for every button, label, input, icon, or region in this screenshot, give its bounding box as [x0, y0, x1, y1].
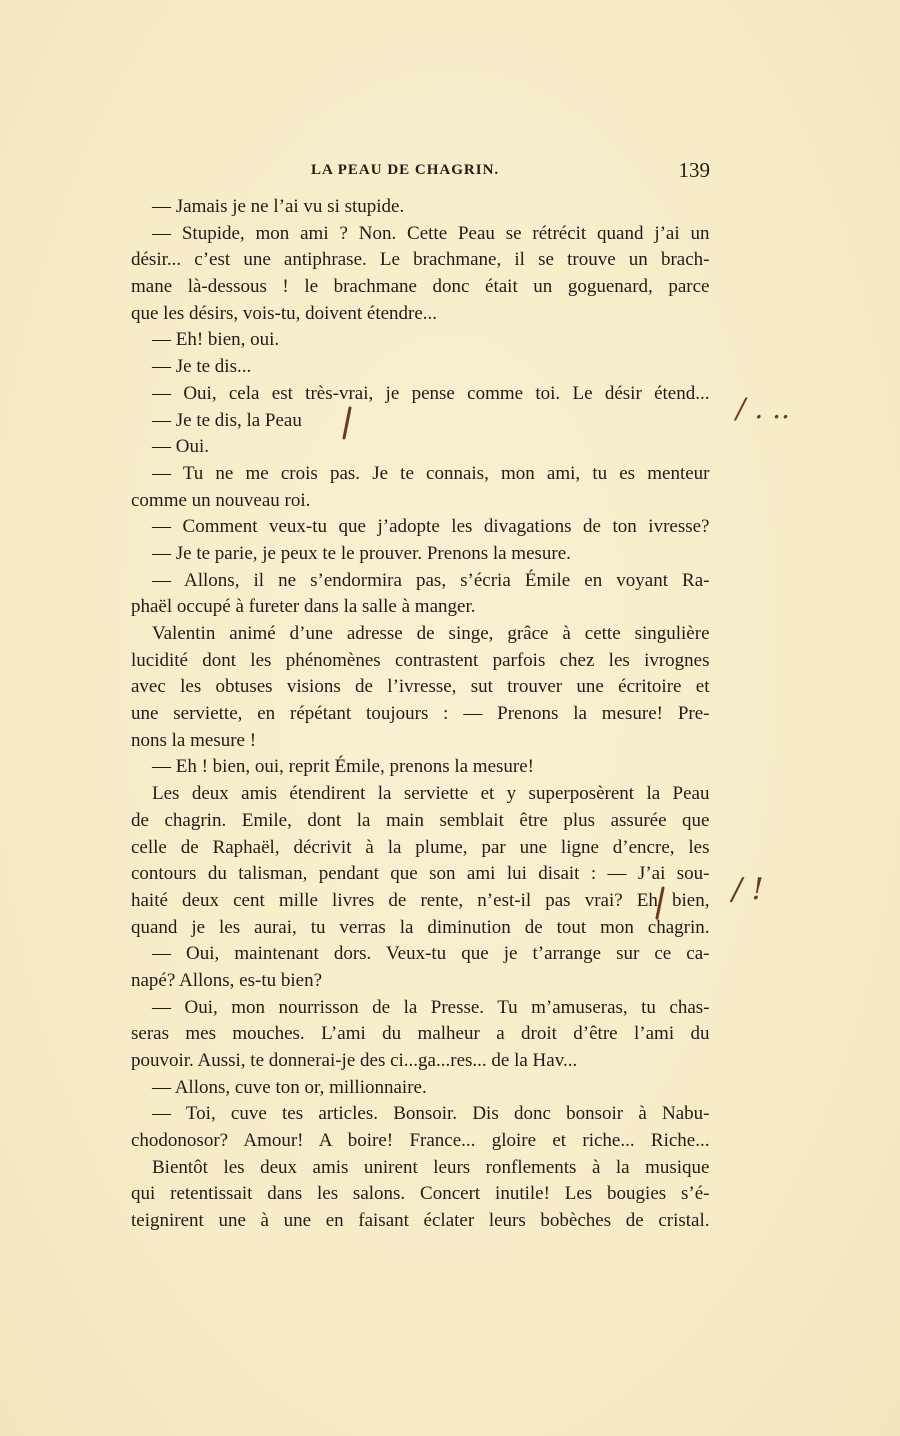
text-line-content: comme un nouveau roi. [131, 489, 311, 511]
text-line [131, 941, 710, 968]
proof-mark-margin-2: / ! [732, 872, 764, 907]
text-line [131, 754, 710, 781]
text-line-content: phaël occupé à fureter dans la salle à manger. [131, 596, 476, 618]
text-line [131, 888, 710, 915]
text-line [131, 194, 710, 221]
text-line-content: — Toi, cuve tes articles. Bonsoir. Dis donc bonsoir à Nabu- [152, 1103, 710, 1125]
text-line-content: celle de Raphaël, décrivit à la plume, par une ligne d’encre, les [131, 836, 710, 858]
text-line [131, 1155, 710, 1182]
text-line [131, 381, 710, 408]
text-line [131, 247, 710, 274]
text-line [131, 995, 710, 1022]
text-line-content: — Jamais je ne l’ai vu si stupide. [152, 196, 405, 217]
text-line [131, 1128, 710, 1155]
text-line [131, 1208, 710, 1235]
text-line-content: Bientôt les deux amis unirent leurs ronflements à la musique [152, 1156, 710, 1178]
text-line [131, 968, 710, 995]
text-line [131, 781, 710, 808]
text-line-content: qui retentissait dans les salons. Concert inutile! Les bougies s’é- [131, 1183, 710, 1205]
text-line-content: — Eh! bien, oui. [152, 329, 280, 351]
text-line-content: de chagrin. Emile, dont la main semblait être plus assurée que [131, 809, 710, 831]
text-line [131, 1075, 710, 1102]
text-line-content: pouvoir. Aussi, te donnerai-je des ci...ga...res... de la Hav... [131, 1050, 578, 1071]
text-line-content: haité deux cent mille livres de rente, n’est-il pas vrai? Eh bien, [131, 889, 710, 911]
text-line-content: chodonosor? Amour! A boire! France... gloire et riche... Riche... [131, 1130, 710, 1152]
text-line-content: — Oui, mon nourrisson de la Presse. Tu m’amuseras, tu chas- [152, 996, 710, 1018]
text-line [131, 835, 710, 862]
text-line [131, 408, 710, 435]
text-line [131, 861, 710, 888]
text-line [131, 648, 710, 675]
text-line [131, 1021, 710, 1048]
text-line-content: — Oui. [152, 436, 209, 458]
running-header [131, 158, 710, 186]
running-title: LA PEAU DE CHAGRIN. [311, 162, 500, 178]
text-line-content: — Stupide, mon ami ? Non. Cette Peau se rétrécit quand j’ai un [152, 222, 710, 244]
text-line-content: Les deux amis étendirent la serviette et y superposèrent la Peau [152, 783, 710, 805]
text-line-content: — Je te dis... [152, 356, 252, 378]
page-body-text [131, 194, 710, 1235]
text-line [131, 434, 710, 461]
text-line [131, 274, 710, 301]
proof-stroke-inline-2 [653, 886, 667, 920]
text-line-content: seras mes mouches. L’ami du malheur a droit d’être l’ami du [131, 1023, 710, 1045]
text-line [131, 221, 710, 248]
text-line-content: napé? Allons, es-tu bien? [131, 969, 323, 991]
text-line [131, 674, 710, 701]
text-line-content: une serviette, en répétant toujours : — Prenons la mesure! Pre- [131, 703, 710, 725]
text-line-content: — Oui, maintenant dors. Veux-tu que je t’arrange sur ce ca- [152, 943, 710, 965]
text-line-content: quand je les aurai, tu verras la diminution de tout mon chagrin. [131, 916, 710, 938]
proof-stroke-inline-1 [340, 406, 354, 440]
text-line [131, 728, 710, 755]
text-line-content: Valentin animé d’une adresse de singe, grâce à cette singulière [152, 623, 710, 644]
text-line-content: — Allons, cuve ton or, millionnaire. [152, 1076, 427, 1098]
text-line [131, 488, 710, 515]
text-line [131, 1101, 710, 1128]
text-line-content: teignirent une à une en faisant éclater leurs bobèches de cristal. [131, 1210, 710, 1232]
text-line [131, 808, 710, 835]
text-line [131, 354, 710, 381]
text-line [131, 594, 710, 621]
text-line-content: — Tu ne me crois pas. Je te connais, mon ami, tu es menteur [152, 462, 710, 484]
text-line-content: mane là-dessous ! le brachmane donc était un goguenard, parce [131, 276, 710, 298]
proof-mark-margin-1: / . .. [736, 392, 790, 425]
text-line-content: — Oui, cela est très-vrai, je pense comme toi. Le désir étend... [152, 382, 710, 404]
text-line-content: avec les obtuses visions de l’ivresse, sut trouver une écritoire et [131, 676, 710, 698]
text-line [131, 461, 710, 488]
text-line [131, 701, 710, 728]
text-line [131, 915, 710, 942]
page-number: 139 [678, 158, 710, 182]
text-line-content: lucidité dont les phénomènes contrastent parfois chez les ivrognes [131, 649, 710, 671]
text-line-content: — Eh ! bien, oui, reprit Émile, prenons la mesure! [152, 756, 535, 778]
text-line-content: — Je te dis, la Peau [152, 409, 302, 431]
text-line [131, 1181, 710, 1208]
text-line-content: que les désirs, vois-tu, doivent étendre... [131, 302, 438, 324]
text-line [131, 514, 710, 541]
text-line [131, 327, 710, 354]
text-line [131, 301, 710, 328]
text-line-content: — Je te parie, je peux te le prouver. Prenons la mesure. [152, 542, 571, 564]
text-line [131, 621, 710, 648]
text-line [131, 1048, 710, 1075]
text-line [131, 568, 710, 595]
text-line-content: nons la mesure ! [131, 729, 257, 751]
text-line-content: désir... c’est une antiphrase. Le brachmane, il se trouve un brach- [131, 249, 710, 271]
text-line-content: — Comment veux-tu que j’adopte les divagations de ton ivresse? [152, 516, 710, 538]
text-line-content: contours du talisman, pendant que son ami lui disait : — J’ai sou- [131, 863, 710, 885]
text-line [131, 541, 710, 568]
text-line-content: — Allons, il ne s’endormira pas, s’écria Émile en voyant Ra- [152, 569, 710, 591]
